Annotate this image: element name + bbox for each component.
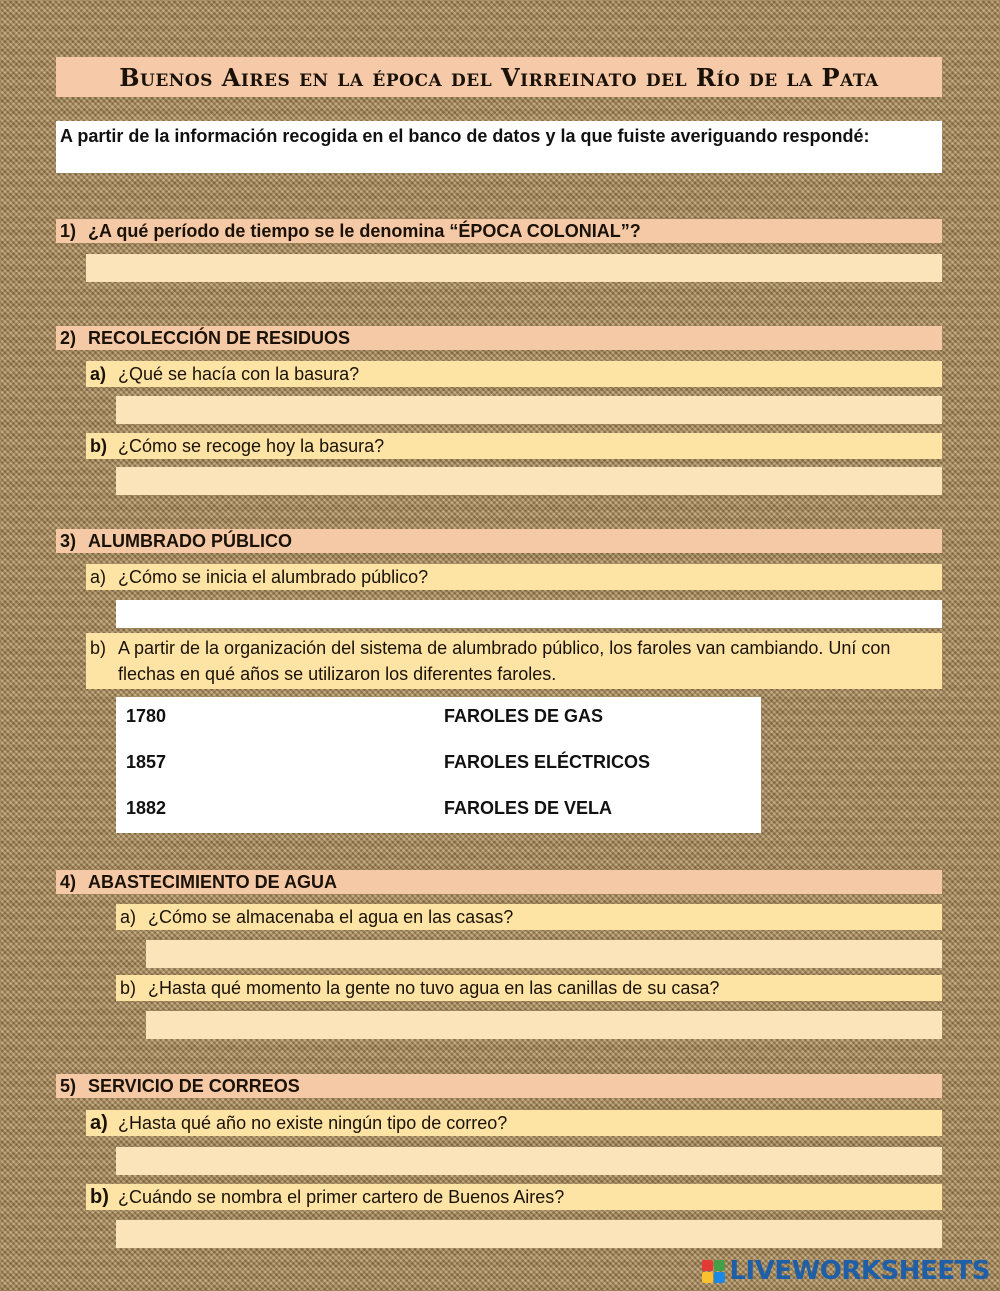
lamp-cell[interactable]: FAROLES DE GAS (444, 706, 604, 726)
question-label: ¿A qué período de tiempo se le denomina “ÉPOCA COLONIAL”? (88, 220, 641, 241)
question-1-heading (56, 219, 942, 243)
question-2-heading (56, 326, 942, 350)
subquestion-text: ¿Cuándo se nombra el primer cartero de Buenos Aires? (118, 1186, 565, 1207)
subquestion-letter: a) (120, 906, 137, 927)
subquestion-text: ¿Hasta qué año no existe ningún tipo de correo? (118, 1112, 508, 1133)
subquestion-4b (116, 975, 942, 1001)
subquestion-letter: b) (120, 977, 137, 998)
answer-field-4a[interactable] (146, 940, 942, 968)
subquestion-4a (116, 904, 942, 930)
question-3-heading (56, 529, 942, 553)
subquestion-5b (86, 1184, 942, 1210)
answer-field-5b[interactable] (116, 1220, 942, 1248)
year-cell[interactable]: 1857 (126, 752, 167, 772)
year-cell[interactable]: 1882 (126, 798, 167, 818)
subquestion-text: A partir de la organización del sistema de alumbrado público, los faroles van cambiando. Uní con flechas en qué años se utilizaron los diferentes faroles. (118, 638, 891, 684)
question-label: RECOLECCIÓN DE RESIDUOS (88, 327, 351, 348)
subquestion-5a (86, 1110, 942, 1136)
answer-field-5a[interactable] (116, 1147, 942, 1175)
answer-field-3a[interactable] (116, 600, 942, 628)
question-label: ALUMBRADO PÚBLICO (88, 530, 292, 551)
year-cell[interactable]: 1780 (126, 706, 167, 726)
matching-row (116, 706, 761, 736)
answer-field-2b[interactable] (116, 467, 942, 495)
subquestion-2a (86, 361, 942, 387)
question-label: ABASTECIMIENTO DE AGUA (88, 871, 338, 892)
liveworksheets-logo (702, 1256, 990, 1286)
subquestion-text: ¿Cómo se almacenaba el agua en las casas? (148, 906, 514, 927)
answer-field-1[interactable] (86, 254, 942, 282)
subquestion-letter: a) (90, 566, 107, 587)
question-number: 5) (60, 1075, 77, 1096)
subquestion-3a (86, 564, 942, 590)
question-number: 3) (60, 530, 77, 551)
question-number: 4) (60, 871, 77, 892)
question-label: SERVICIO DE CORREOS (88, 1075, 300, 1096)
matching-row (116, 752, 761, 782)
matching-row (116, 798, 761, 828)
instructions: A partir de la información recogida en el banco de datos y la que fuiste averiguando respondé: (56, 121, 942, 173)
logo-text: LIVEWORKSHEETS (729, 1256, 990, 1286)
page-title: Buenos Aires en la época del Virreinato del Río de la Pata (56, 57, 942, 97)
answer-field-2a[interactable] (116, 396, 942, 424)
subquestion-letter: a) (90, 1111, 108, 1134)
subquestion-letter: a) (90, 363, 107, 384)
question-number: 1) (60, 220, 77, 241)
question-5-heading (56, 1074, 942, 1098)
subquestion-3b (86, 633, 942, 689)
subquestion-2b (86, 433, 942, 459)
lamp-cell[interactable]: FAROLES DE VELA (444, 798, 613, 818)
question-4-heading (56, 870, 942, 894)
liveworksheets-logo-icon (702, 1260, 725, 1283)
matching-table (116, 697, 761, 833)
subquestion-text: ¿Qué se hacía con la basura? (118, 363, 360, 384)
subquestion-letter: b) (90, 1185, 109, 1208)
subquestion-letter: b) (90, 638, 107, 658)
lamp-cell[interactable]: FAROLES ELÉCTRICOS (444, 752, 651, 772)
subquestion-text: ¿Cómo se inicia el alumbrado público? (118, 566, 429, 587)
subquestion-text: ¿Cómo se recoge hoy la basura? (118, 435, 385, 456)
subquestion-text: ¿Hasta qué momento la gente no tuvo agua en las canillas de su casa? (148, 977, 720, 998)
question-number: 2) (60, 327, 77, 348)
subquestion-letter: b) (90, 435, 107, 456)
answer-field-4b[interactable] (146, 1011, 942, 1039)
